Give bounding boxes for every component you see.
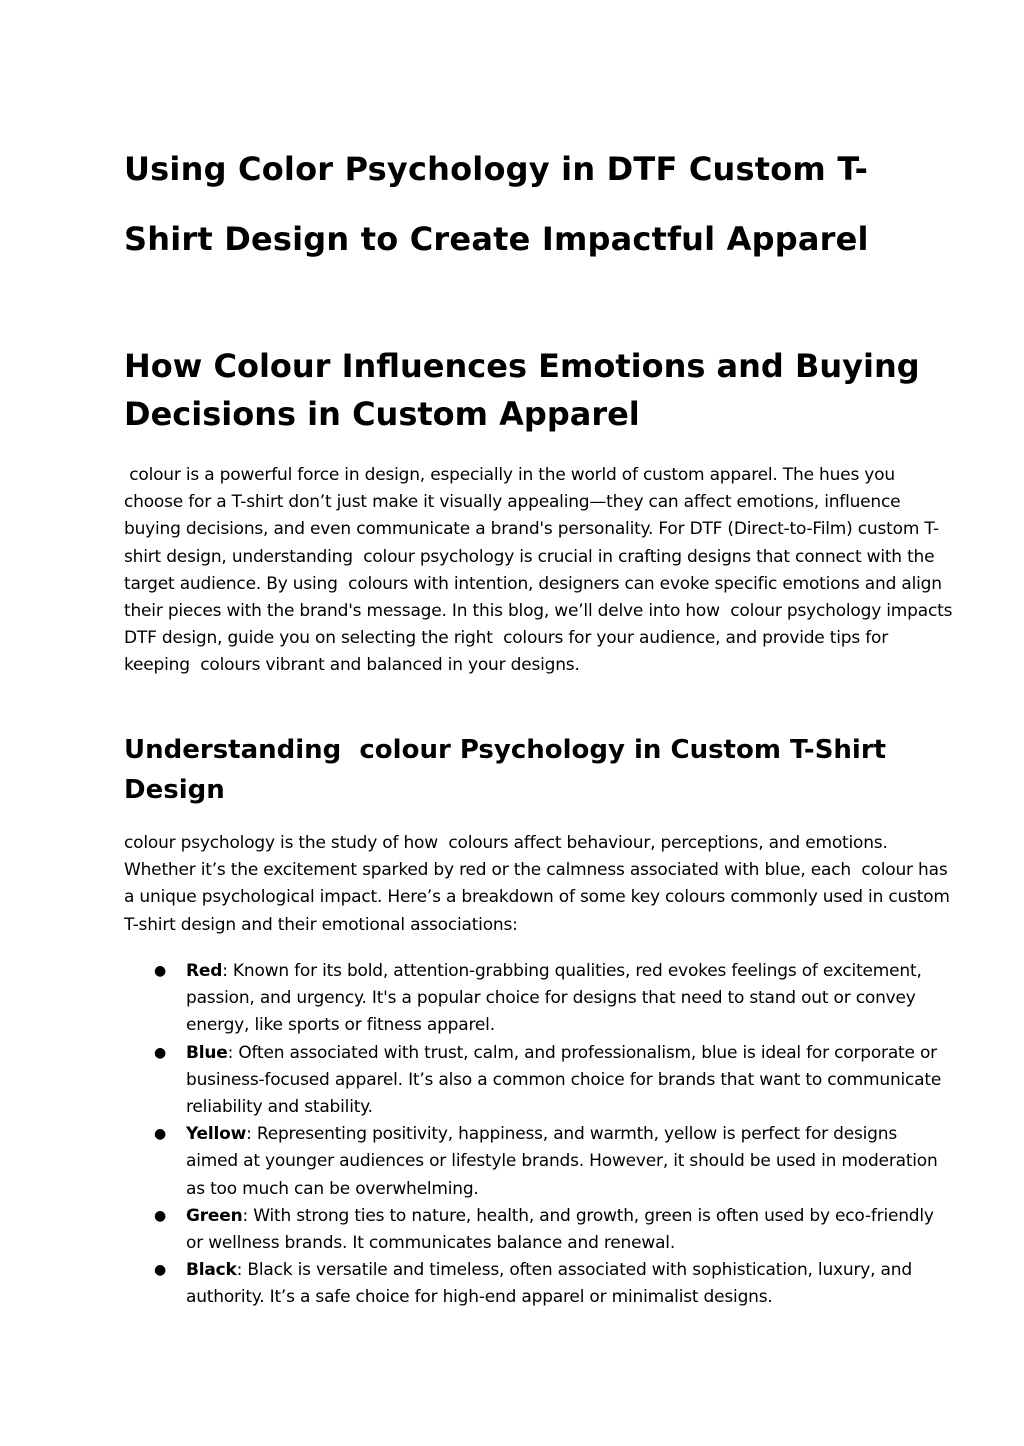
colour-description: : Representing positivity, happiness, and warmth, yellow is perfect for designs aimed at younger audiences or lifestyle brands. However, it should be used in moderation as too much can be overwhelming. xyxy=(186,1124,938,1199)
colour-term: Blue xyxy=(186,1042,228,1063)
colour-description: : Black is versatile and timeless, often associated with sophistication, luxury, and authority. It’s a safe choice for high-end apparel or minimalist designs. xyxy=(186,1260,912,1308)
bullet-icon: ● xyxy=(154,1262,167,1279)
section-heading-colour-influences: How Colour Influences Emotions and Buying Decisions in Custom Apparel xyxy=(124,347,920,433)
bullet-icon: ● xyxy=(154,1044,167,1061)
intro-paragraph: colour is a powerful force in design, especially in the world of custom apparel. The hues you choose for a T-shirt don’t just make it visually appealing—they can affect emotions, influence buying decisions, and even communicate a brand's personality. For DTF (Direct-to-Film) custom T-shirt design, understanding colour psychology is crucial in crafting designs that connect with the target audience. By using colours with intention, designers can evoke specific emotions and align their pieces with the brand's message. In this blog, we’ll delve into how colour psychology impacts DTF design, guide you on selecting the right colours for your audience, and provide tips for keeping colours vibrant and balanced in your designs. xyxy=(124,465,958,676)
section-heading-understanding-colour-psychology: Understanding colour Psychology in Custom T-Shirt Design xyxy=(124,735,896,805)
bullet-icon: ● xyxy=(154,1126,167,1143)
colour-description: : With strong ties to nature, health, and growth, green is often used by eco-friendly or wellness brands. It communicates balance and renewal. xyxy=(186,1205,934,1254)
list-item-green xyxy=(124,1203,954,1257)
list-item-black xyxy=(124,1257,954,1311)
colour-term: Green xyxy=(186,1205,243,1226)
colour-description: : Known for its bold, attention-grabbing qualities, red evokes feelings of excitement, passion, and urgency. It's a popular choice for designs that need to stand out or convey energy, like sports or fitness apparel. xyxy=(186,961,922,1036)
colour-description: : Often associated with trust, calm, and professionalism, blue is ideal for corporate or business-focused apparel. It’s also a common choice for brands that want to communicate reliability and stability. xyxy=(186,1042,942,1118)
colour-term: Yellow xyxy=(186,1124,247,1145)
colour-list xyxy=(124,958,954,1312)
bullet-icon: ● xyxy=(154,1207,167,1224)
colour-psychology-paragraph: colour psychology is the study of how colours affect behaviour, perceptions, and emotions. Whether it’s the excitement sparked by red or the calmness associated with blue, each colour has a unique psychological impact. Here’s a breakdown of some key colours commonly used in custom T-shirt design and their emotional associations: xyxy=(124,833,955,935)
document-title: Using Color Psychology in DTF Custom T-Shirt Design to Create Impactful Apparel xyxy=(124,150,869,258)
colour-term: Black xyxy=(186,1260,237,1281)
list-item-yellow xyxy=(124,1121,954,1203)
colour-term: Red xyxy=(186,961,223,981)
bullet-icon: ● xyxy=(154,963,167,979)
list-item-red xyxy=(124,958,954,1040)
list-item-blue xyxy=(124,1040,954,1122)
